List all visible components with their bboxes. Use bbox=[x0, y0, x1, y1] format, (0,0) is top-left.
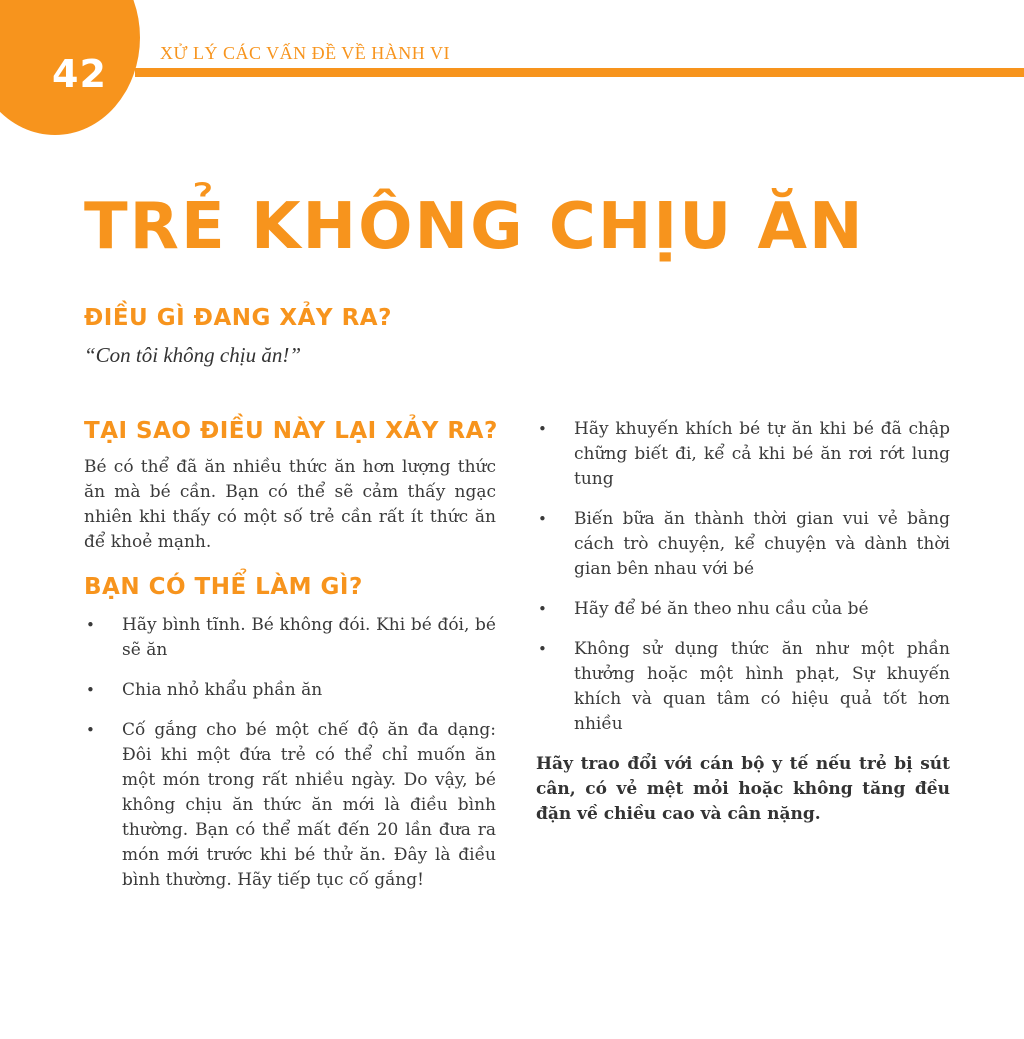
advice-note: Hãy trao đổi với cán bộ y tế nếu trẻ bị sút cân, có vẻ mệt mỏi hoặc không tăng đều đặn về chiều cao và cân nặng. bbox=[536, 754, 950, 824]
why-paragraph: Bé có thể đã ăn nhiều thức ăn hơn lượng thức ăn mà bé cần. Bạn có thể sẽ cảm thấy ngạc nhiên khi thấy có một số trẻ cần rất ít thức ăn để khoẻ mạnh. bbox=[84, 457, 496, 552]
bullet: • bbox=[86, 681, 95, 699]
list-item-text: Cố gắng cho bé một chế độ ăn đa dạng: Đôi khi một đứa trẻ có thể chỉ muốn ăn một món trong rất nhiều ngày. Do vậy, bé không chịu ăn thức ăn mới là điều bình thường. Bạn có thể mất đến 20 lần đưa ra món mới trước khi bé thử ăn. Đây là điều bình thường. Hãy tiếp tục cố gắng! bbox=[122, 720, 496, 890]
bullet: • bbox=[538, 510, 547, 528]
list-item bbox=[536, 417, 950, 492]
page-number: 42 bbox=[52, 52, 107, 96]
todo-list-right bbox=[536, 417, 950, 752]
list-item-text: Biến bữa ăn thành thời gian vui vẻ bằng cách trò chuyện, kể chuyện và dành thời gian bên nhau với bé bbox=[574, 509, 950, 579]
list-item-text: Hãy khuyến khích bé tự ăn khi bé đã chập chững biết đi, kể cả khi bé ăn rơi rớt lung tung bbox=[574, 419, 950, 489]
bullet: • bbox=[86, 721, 95, 739]
heading-what-is-happening: ĐIỀU GÌ ĐANG XẢY RA? bbox=[84, 305, 392, 331]
list-item bbox=[536, 597, 950, 622]
list-item bbox=[536, 507, 950, 582]
running-head: XỬ LÝ CÁC VẤN ĐỀ VỀ HÀNH VI bbox=[160, 43, 450, 63]
list-item bbox=[536, 637, 950, 737]
bullet: • bbox=[538, 640, 547, 658]
bullet: • bbox=[538, 420, 547, 438]
list-item bbox=[84, 718, 496, 893]
list-item-text: Không sử dụng thức ăn như một phần thưởng hoặc một hình phạt, Sự khuyến khích và quan tâm có hiệu quả tốt hơn nhiều bbox=[574, 639, 950, 734]
quote: “Con tôi không chịu ăn!” bbox=[84, 343, 302, 367]
list-item-text: Hãy bình tĩnh. Bé không đói. Khi bé đói, bé sẽ ăn bbox=[122, 615, 496, 660]
bullet: • bbox=[86, 616, 95, 634]
page-title: TRẺ KHÔNG CHỊU ĂN bbox=[84, 190, 865, 264]
heading-what-you-can-do: BẠN CÓ THỂ LÀM GÌ? bbox=[84, 574, 363, 600]
todo-list-left bbox=[84, 613, 496, 908]
list-item-text: Chia nhỏ khẩu phần ăn bbox=[122, 680, 323, 700]
list-item bbox=[84, 678, 496, 703]
list-item bbox=[84, 613, 496, 663]
header-rule bbox=[135, 68, 1024, 77]
list-item-text: Hãy để bé ăn theo nhu cầu của bé bbox=[574, 599, 869, 619]
heading-why: TẠI SAO ĐIỀU NÀY LẠI XẢY RA? bbox=[84, 418, 498, 444]
bullet: • bbox=[538, 600, 547, 618]
